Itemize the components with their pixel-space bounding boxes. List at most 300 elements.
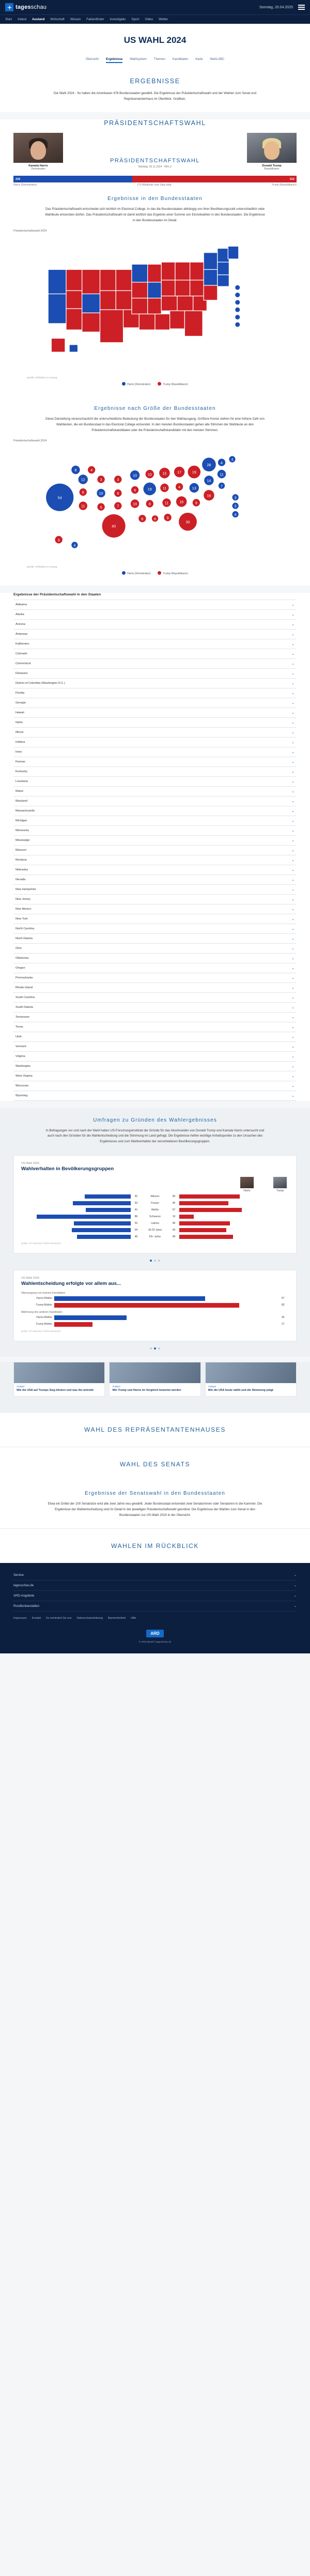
teaser-meta: Analyse [112, 1385, 120, 1388]
state-label: Oregon [16, 966, 25, 970]
chart1-category: 65+ Jahre [149, 1235, 161, 1238]
svg-text:19: 19 [147, 487, 152, 492]
svg-text:30: 30 [185, 520, 190, 525]
state-row[interactable] [13, 747, 297, 757]
state-row[interactable] [13, 875, 297, 885]
footer-section-label: Service [13, 1573, 24, 1577]
state-label: Kalifornien [16, 642, 29, 646]
chevron-down-icon[interactable]: ⌄ [291, 829, 295, 833]
candidate-photo-harris [13, 133, 63, 163]
electoral-vote-bar [13, 176, 297, 182]
teaser-meta: Analyse [17, 1385, 25, 1388]
state-row[interactable] [13, 610, 297, 620]
state-row[interactable] [13, 895, 297, 904]
nav-item-sport[interactable]: Sport [131, 18, 140, 21]
chart2-row-value: 67 [282, 1297, 285, 1300]
state-row[interactable] [13, 639, 297, 649]
svg-text:11: 11 [162, 486, 167, 491]
banner-repraesentantenhaus[interactable]: WAHL DES REPRÄSENTANTENHAUSES [0, 1412, 310, 1447]
section-karte-bundesstaaten [0, 187, 310, 396]
teaser-card[interactable] [13, 1362, 105, 1397]
state-label: North Dakota [16, 937, 33, 940]
chart1-category: 18-29 Jahre [148, 1228, 162, 1232]
chart2-row [21, 1303, 289, 1308]
chart2-row-label: Trump-Wähler [36, 1304, 52, 1307]
state-label: Nebraska [16, 868, 28, 871]
state-row[interactable] [13, 855, 297, 865]
state-label: Washington [16, 1064, 31, 1068]
state-label: Alabama [16, 603, 27, 606]
chart1-harris-value: 52 [134, 1221, 138, 1225]
svg-text:4: 4 [178, 485, 181, 490]
chevron-down-icon[interactable]: ⌄ [293, 1605, 297, 1608]
svg-text:6: 6 [134, 488, 136, 493]
chart1-row [21, 1208, 289, 1212]
electoral-needed-note: 270 Wahlleute zum Sieg nötig [137, 183, 172, 187]
nav-item-inland[interactable]: Inland [18, 18, 26, 21]
chevron-down-icon[interactable]: ⌄ [291, 652, 295, 656]
state-label: Ohio [16, 946, 22, 950]
chevron-down-icon[interactable]: ⌄ [291, 917, 295, 921]
state-row[interactable] [13, 846, 297, 855]
state-row[interactable] [13, 924, 297, 934]
chevron-down-icon[interactable]: ⌄ [291, 878, 295, 882]
state-row[interactable] [13, 698, 297, 708]
footer-section-label: tagesschau.de [13, 1584, 34, 1587]
state-row[interactable] [13, 983, 297, 993]
state-row[interactable] [13, 826, 297, 836]
ard-logo: ARD [146, 1630, 163, 1637]
chart1-legend [21, 1177, 289, 1192]
teaser-meta: Analyse [208, 1385, 216, 1388]
svg-text:7: 7 [117, 504, 119, 509]
state-label: Rhode Island [16, 986, 33, 989]
tab-kandidaten[interactable]: Kandidaten [172, 58, 189, 61]
chevron-down-icon[interactable]: ⌄ [291, 671, 295, 676]
svg-text:3: 3 [234, 496, 237, 500]
state-row[interactable] [13, 836, 297, 846]
footer-section[interactable] [13, 1601, 297, 1612]
bubble-map-svg [44, 447, 266, 563]
chart1-trump-value: 55 [172, 1194, 176, 1198]
chevron-down-icon[interactable]: ⌄ [291, 789, 295, 793]
chart1-harris-value: 86 [134, 1215, 138, 1218]
page-title: US WAHL 2024 [0, 24, 310, 55]
state-row[interactable] [13, 885, 297, 895]
page-tabs[interactable] [0, 55, 310, 68]
state-label: Kentucky [16, 770, 28, 773]
chevron-down-icon[interactable]: ⌄ [291, 612, 295, 617]
nav-item-ausland[interactable]: Ausland [32, 18, 45, 21]
chart2-row-value: 32 [282, 1316, 285, 1320]
banner-rueckblick[interactable]: WAHLEN IM RÜCKBLICK [0, 1528, 310, 1563]
map-legend-rep: Trump (Republikaner) [158, 382, 188, 386]
chart1-title: Wahlverhalten in Bevölkerungsgruppen [21, 1166, 114, 1172]
teaser-thumbnail [206, 1362, 296, 1383]
footer-section[interactable] [13, 1581, 297, 1591]
nav-item-faktenfinder[interactable]: Faktenfinder [86, 18, 104, 21]
svg-text:19: 19 [192, 470, 196, 475]
state-row[interactable] [13, 973, 297, 983]
candidate-name-trump: Donald Trump [262, 164, 282, 168]
chevron-down-icon[interactable]: ⌄ [291, 750, 295, 754]
chevron-down-icon[interactable]: ⌄ [291, 848, 295, 852]
svg-text:3: 3 [100, 478, 102, 482]
candidate-name-harris: Kamala Harris [28, 164, 48, 168]
site-footer [0, 1563, 310, 1653]
chevron-down-icon[interactable]: ⌄ [291, 1054, 295, 1059]
state-label: Delaware [16, 671, 28, 675]
nav-item-wetter[interactable]: Wetter [159, 18, 168, 21]
chart2-row [21, 1322, 289, 1327]
chevron-down-icon[interactable]: ⌄ [291, 691, 295, 695]
chevron-down-icon[interactable]: ⌄ [291, 1045, 295, 1049]
umfragen-heading: Umfragen zu Gründen des Wahlergebnisses [93, 1117, 217, 1123]
chevron-down-icon[interactable]: ⌄ [291, 858, 295, 862]
chart1-harris-value: 54 [134, 1228, 138, 1232]
svg-text:10: 10 [133, 502, 137, 507]
chart1-legend-harris: Harris [238, 1177, 256, 1192]
state-label: Arkansas [16, 632, 28, 636]
state-label: New York [16, 917, 28, 921]
chevron-down-icon[interactable]: ⌄ [291, 770, 295, 774]
chevron-down-icon[interactable]: ⌄ [291, 1025, 295, 1029]
chart2-row-label: Trump-Wähler [36, 1323, 52, 1326]
svg-text:28: 28 [207, 463, 211, 468]
state-row[interactable] [13, 993, 297, 1003]
duel-title: PRÄSIDENTSCHAFTSWAHL [110, 158, 200, 164]
chart1-trump-value: 13 [172, 1215, 176, 1218]
menu-icon[interactable] [298, 5, 305, 10]
state-label: Tennessee [16, 1015, 30, 1019]
state-row[interactable] [13, 1042, 297, 1052]
state-label: Alaska [16, 612, 24, 616]
svg-text:11: 11 [164, 501, 169, 506]
chart2-group-label-1: Überzeugung von meinem Kandidaten [21, 1291, 66, 1295]
state-row[interactable] [13, 679, 297, 688]
chevron-down-icon[interactable]: ⌄ [291, 632, 295, 636]
chart1-source: Quelle: AP VoteCast / Edison Research [21, 1241, 61, 1245]
state-row[interactable] [13, 954, 297, 963]
svg-text:9: 9 [195, 501, 197, 506]
teaser-thumbnail [110, 1362, 200, 1383]
svg-text:6: 6 [82, 490, 84, 495]
chart2-row-label: Harris-Wähler [36, 1297, 52, 1300]
chart1-harris-value: 53 [134, 1201, 138, 1205]
state-label: Utah [16, 1035, 22, 1038]
chart1-harris-value: 42 [134, 1194, 138, 1198]
svg-text:6: 6 [154, 517, 156, 522]
state-label: Nevada [16, 878, 26, 881]
chevron-down-icon[interactable]: ⌄ [293, 1574, 297, 1577]
senat-heading: Ergebnisse der Senatswahl in den Bundesstaaten [85, 1491, 225, 1497]
state-label: North Carolina [16, 927, 35, 930]
svg-text:54: 54 [57, 496, 62, 500]
ergebnisse-heading: ERGEBNISSE [130, 78, 180, 85]
us-choropleth-map[interactable] [44, 237, 266, 374]
chevron-down-icon[interactable]: ⌄ [291, 711, 295, 715]
state-row[interactable] [13, 777, 297, 787]
state-label: Idaho [16, 720, 23, 724]
tab-wahl-abc[interactable]: Wahl-ABC [210, 58, 225, 61]
chevron-down-icon[interactable]: ⌄ [291, 956, 295, 960]
state-row[interactable] [13, 865, 297, 875]
state-row[interactable] [13, 757, 297, 767]
chevron-down-icon[interactable]: ⌄ [291, 642, 295, 646]
state-row[interactable] [13, 1022, 297, 1032]
harris-thumb [240, 1177, 254, 1188]
chevron-down-icon[interactable]: ⌄ [291, 937, 295, 941]
tagesschau-logo[interactable] [5, 3, 47, 11]
nav-item-start[interactable]: Start [5, 18, 12, 21]
chevron-down-icon[interactable]: ⌄ [291, 946, 295, 950]
footer-link-barrierefreiheit[interactable]: Barrierefreiheit [108, 1617, 126, 1620]
chevron-down-icon[interactable]: ⌄ [291, 1084, 295, 1088]
chevron-down-icon[interactable]: ⌄ [291, 740, 295, 744]
nav-item-investigativ[interactable]: Investigativ [110, 18, 126, 21]
chevron-down-icon[interactable]: ⌄ [291, 838, 295, 842]
state-row[interactable] [13, 914, 297, 924]
state-label: Vermont [16, 1045, 26, 1048]
senat-text: Etwa ein Drittel der 100 Senatsitze wird alle zwei Jahre neu gewählt. Jeder Bundesstaat entsendet zwei Senatorinnen oder Senatoren in die Kammer. Die Ergebnisse der Wahlentscheidung sind im Detail in der jeweiligen Präsidentschaftswahl geordnet. Die Ergebnisse der Wahlen zum Senat in den Bundesstaaten zur US-Wahl 2024 in der Übersicht. [48, 1502, 262, 1517]
karte-bundesstaaten-subtitle: Präsidentschaftswahl 2024 [13, 229, 47, 233]
us-bubble-map[interactable] [44, 447, 266, 563]
state-label: Connecticut [16, 662, 31, 665]
chevron-down-icon[interactable]: ⌄ [291, 976, 295, 980]
chevron-down-icon[interactable]: ⌄ [291, 819, 295, 823]
chart1-legend-trump: Trump [271, 1177, 289, 1192]
state-label: Georgia [16, 701, 26, 704]
state-row[interactable] [13, 649, 297, 659]
chart2-title: Wahlentscheidung erfolgte vor allem aus... [21, 1280, 121, 1286]
chart1-category: Frauen [151, 1201, 159, 1205]
state-label: Montana [16, 858, 27, 862]
state-label: Virginia [16, 1054, 25, 1058]
footer-link-datenschutz[interactable]: Datenschutzerklärung [76, 1617, 103, 1620]
svg-text:6: 6 [141, 517, 144, 522]
state-row[interactable] [13, 1003, 297, 1013]
state-row[interactable] [13, 620, 297, 630]
carousel-dots-1[interactable] [0, 1260, 310, 1262]
state-row[interactable] [13, 1013, 297, 1022]
chevron-down-icon[interactable]: ⌄ [291, 799, 295, 803]
electoral-rep-segment: 312 [132, 176, 297, 182]
footer-link-impressum[interactable]: Impressum [13, 1617, 27, 1620]
teaser-title: Wie die USA auf Trumps Sieg blicken und was ihn antreibt [17, 1388, 94, 1392]
chevron-down-icon[interactable]: ⌄ [291, 701, 295, 705]
map-legend-dem: Harris (Demokraten) [122, 382, 150, 386]
state-row[interactable] [13, 630, 297, 639]
section-senat-bundesstaaten [0, 1481, 310, 1528]
chart1-row [21, 1228, 289, 1232]
teaser-thumbnail [14, 1362, 104, 1383]
chevron-down-icon[interactable]: ⌄ [291, 662, 295, 666]
chevron-down-icon[interactable]: ⌄ [291, 1015, 295, 1019]
karte-groesse-text: Diese Darstellung veranschaulicht die unterschiedliche Bedeutung der Bundesstaaten für den Wahlausgang. Größere Kreise stehen für eine höhere Zahl von Wahlleuten, die ein Bundesstaat in das Electoral College entsendet. In den meisten Bundesstaaten gehen alle Stimmen der Wahlleute an den Präsidentschaftskandidaten oder die Präsidentschaftskandidatin mit den meisten Stimmen. [45, 417, 265, 432]
candidate-trump[interactable] [247, 133, 297, 171]
svg-text:7: 7 [221, 484, 223, 489]
state-row[interactable] [13, 1032, 297, 1042]
svg-text:4: 4 [90, 468, 93, 473]
footer-link-kontakt[interactable]: Kontakt [32, 1617, 41, 1620]
chevron-down-icon[interactable]: ⌄ [291, 760, 295, 764]
teaser-card[interactable] [109, 1362, 200, 1397]
footer-link-hilfe[interactable]: Hilfe [131, 1617, 136, 1620]
state-row[interactable] [13, 708, 297, 718]
state-row[interactable] [13, 904, 297, 914]
chevron-down-icon[interactable]: ⌄ [293, 1584, 297, 1588]
state-row[interactable] [13, 796, 297, 806]
state-row[interactable] [13, 934, 297, 944]
chevron-down-icon[interactable]: ⌄ [293, 1594, 297, 1598]
umfragen-text: In Befragungen vor und nach der Wahl haben US-Forschungsinstitute die Gründe für das Abschneiden von Donald Trump und Kamala Harris untersucht und auch nach den Gründen für die Wahlentscheidung und die Stimmung im Land gefragt. Die Ergebnisse helfen wichtige Anhaltspunkte zu den Ursachen des Ergebnisses und zum Wahlverhalten der verschiedenen Bevölkerungsgruppen. [45, 1128, 265, 1143]
state-row[interactable] [13, 1062, 297, 1071]
candidate-harris[interactable] [13, 133, 63, 171]
chart1-category: Männer [150, 1194, 160, 1198]
state-row[interactable] [13, 600, 297, 610]
state-row[interactable] [13, 688, 297, 698]
svg-text:4: 4 [234, 513, 237, 517]
chart1-trump-value: 46 [172, 1221, 176, 1225]
chevron-down-icon[interactable]: ⌄ [291, 868, 295, 872]
candidate-duel [0, 131, 310, 171]
nav-item-wirtschaft[interactable]: Wirtschaft [50, 18, 65, 21]
state-label: Maine [16, 789, 24, 793]
tab-wahlsystem[interactable]: Wahlsystem [130, 58, 147, 61]
state-row[interactable] [13, 1052, 297, 1062]
chevron-down-icon[interactable]: ⌄ [291, 809, 295, 813]
chevron-down-icon[interactable]: ⌄ [291, 681, 295, 685]
tab-uebersicht[interactable]: Übersicht [85, 58, 99, 61]
chevron-down-icon[interactable]: ⌄ [291, 1094, 295, 1098]
state-row[interactable] [13, 718, 297, 728]
footer-copyright: © ARD-aktuell / tagesschau.de [138, 1640, 172, 1644]
state-label: New Hampshire [16, 887, 36, 891]
banner-senat[interactable]: WAHL DES SENATS [0, 1447, 310, 1481]
footer-section-label: ARD-Angebote [13, 1594, 35, 1598]
state-label: New Mexico [16, 907, 32, 911]
state-row[interactable] [13, 738, 297, 747]
state-row[interactable] [13, 1091, 297, 1101]
chevron-down-icon[interactable]: ⌄ [291, 907, 295, 911]
nav-item-video[interactable]: Video [145, 18, 153, 21]
chevron-down-icon[interactable]: ⌄ [291, 887, 295, 892]
state-label: Michigan [16, 819, 27, 822]
nav-item-wissen[interactable]: Wissen [70, 18, 81, 21]
state-row[interactable] [13, 1071, 297, 1081]
state-row[interactable] [13, 806, 297, 816]
svg-text:9: 9 [166, 516, 169, 520]
svg-text:4: 4 [221, 461, 223, 466]
state-row[interactable] [13, 728, 297, 738]
state-label: Pennsylvania [16, 976, 33, 979]
state-row[interactable] [13, 767, 297, 777]
chevron-down-icon[interactable]: ⌄ [291, 622, 295, 626]
teaser-title: Wie die USA heute wählt und die Stimmung prägt [208, 1388, 273, 1392]
chevron-down-icon[interactable]: ⌄ [291, 927, 295, 931]
state-label: Massachusetts [16, 809, 35, 812]
svg-text:8: 8 [74, 468, 77, 473]
chart-block-wahlentscheidung [0, 1265, 310, 1357]
tab-karte[interactable]: Karte [195, 58, 203, 61]
chart2-row-value: 17 [282, 1323, 285, 1326]
chevron-down-icon[interactable]: ⌄ [291, 730, 295, 734]
chevron-down-icon[interactable]: ⌄ [291, 1005, 295, 1009]
state-label: Wyoming [16, 1094, 28, 1097]
state-row[interactable] [13, 1081, 297, 1091]
svg-text:4: 4 [231, 458, 234, 463]
state-accordion[interactable] [13, 600, 297, 1101]
bubble-legend-rep: Trump (Republikaner) [158, 571, 188, 575]
state-label: Iowa [16, 750, 22, 754]
svg-text:11: 11 [81, 504, 85, 509]
state-label: District of Columbia (Washington D.C.) [16, 681, 65, 685]
chart1-row [21, 1235, 289, 1239]
svg-text:8: 8 [148, 502, 151, 507]
state-row[interactable] [13, 669, 297, 679]
chart2-row-value: 82 [282, 1304, 285, 1307]
state-row[interactable] [13, 944, 297, 954]
state-label: Louisiana [16, 779, 28, 783]
tab-ergebnisse[interactable]: Ergebnisse [106, 58, 122, 63]
chevron-down-icon[interactable]: ⌄ [291, 897, 295, 901]
chevron-down-icon[interactable]: ⌄ [291, 1074, 295, 1078]
footer-link-hinweis[interactable]: Es verhindert Sie uns [46, 1617, 72, 1620]
state-label: Minnesota [16, 829, 29, 832]
svg-text:5: 5 [100, 505, 102, 510]
footer-section[interactable] [13, 1591, 297, 1601]
state-row[interactable] [13, 787, 297, 796]
chart1-harris-value: 49 [134, 1235, 138, 1238]
duel-subtitle: Wahltag: 05.11.2024 · 48% Z [138, 165, 172, 169]
tab-themen[interactable]: Themen [153, 58, 165, 61]
footer-section[interactable] [13, 1570, 297, 1581]
state-row[interactable] [13, 963, 297, 973]
chart1-trump-value: 49 [172, 1235, 176, 1238]
karte-bundesstaaten-text: Das Präsidentschaftswahl entscheidet sich letztlich im Electoral College. In das die Bundesstaaten abhängig von ihrer Bevölkerungszahl unterschiedlich viele Wahlleute entsenden dürfen. Das Präsidentschaftswahl ist damit letztlich das Ergebnis einer Summe von Einzelwahlen in den Bundesstaaten. Die Ergebnisse in den Bundesstaaten im Detail. [45, 207, 265, 222]
svg-text:3: 3 [57, 538, 60, 543]
section-praesidentschaftswahl [0, 119, 310, 187]
chevron-down-icon[interactable]: ⌄ [291, 603, 295, 607]
chart2-group-label-2: Ablehnung des anderen Kandidaten [21, 1310, 63, 1314]
map-source-2: Quelle: AP/Edison in Auszug [27, 565, 57, 568]
teaser-card[interactable] [205, 1362, 297, 1397]
state-label: Florida [16, 691, 25, 695]
chevron-down-icon[interactable]: ⌄ [291, 1064, 295, 1068]
state-row[interactable] [13, 816, 297, 826]
chevron-down-icon[interactable]: ⌄ [291, 1035, 295, 1039]
chevron-down-icon[interactable]: ⌄ [291, 966, 295, 970]
chart2-kicker: US-Wahl 2024 [21, 1276, 39, 1280]
chart2-row [21, 1315, 289, 1320]
state-row[interactable] [13, 659, 297, 669]
svg-text:10: 10 [99, 492, 103, 496]
chevron-down-icon[interactable]: ⌄ [291, 779, 295, 784]
chevron-down-icon[interactable]: ⌄ [291, 986, 295, 990]
chart1-rows [21, 1194, 289, 1239]
carousel-dots-2[interactable] [0, 1347, 310, 1350]
footer-links[interactable] [13, 1612, 297, 1620]
chart2-source: Quelle: AP VoteCast / Edison Research [21, 1329, 61, 1332]
chevron-down-icon[interactable]: ⌄ [291, 995, 295, 1000]
chevron-down-icon[interactable]: ⌄ [291, 720, 295, 725]
svg-text:16: 16 [179, 500, 184, 504]
main-navigation[interactable] [0, 14, 310, 24]
state-label: South Dakota [16, 1005, 33, 1009]
state-label: West Virginia [16, 1074, 33, 1078]
state-label: Maryland [16, 799, 28, 803]
svg-text:14: 14 [207, 479, 211, 484]
